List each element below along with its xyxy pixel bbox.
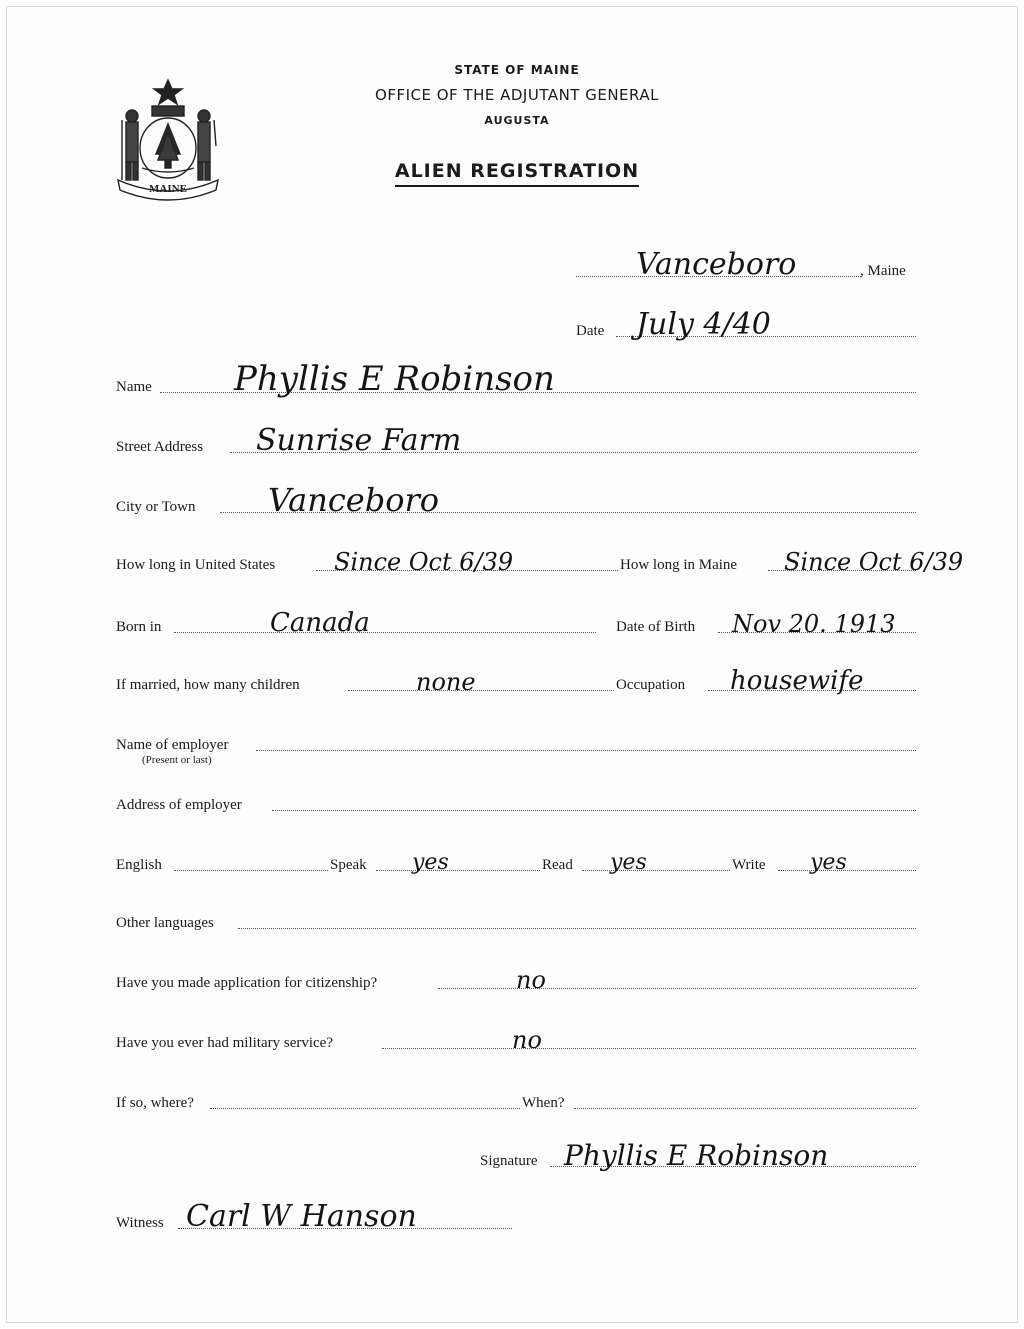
date-label: Date [576, 323, 605, 339]
speak-label: Speak [330, 857, 367, 873]
born-line[interactable] [174, 632, 596, 633]
military-label: Have you ever had military service? [116, 1035, 333, 1051]
employer-row [116, 724, 926, 754]
occupation-label: Occupation [616, 677, 686, 693]
signature-row [116, 1140, 926, 1170]
read-line[interactable] [582, 870, 730, 871]
write-value: yes [810, 850, 847, 875]
employer-line[interactable] [256, 750, 916, 751]
witness-value: Carl W Hanson [186, 1199, 417, 1234]
witness-label: Witness [116, 1215, 164, 1231]
english-row [116, 844, 926, 874]
speak-value: yes [412, 850, 449, 875]
name-row [116, 359, 926, 399]
citizenship-label: Have you made application for citizenship? [116, 975, 378, 991]
us-label: How long in United States [116, 557, 276, 573]
maine-value: Since Oct 6/39 [784, 548, 964, 576]
name-value: Phyllis E Robinson [234, 359, 555, 399]
other-lang-row [116, 902, 926, 932]
when-label: When? [522, 1095, 565, 1111]
place-row [116, 247, 926, 282]
read-value: yes [610, 850, 647, 875]
other-lang-label: Other languages [116, 915, 214, 931]
write-line[interactable] [778, 870, 916, 871]
children-value: none [416, 668, 476, 696]
military-value: no [512, 1026, 542, 1054]
citizenship-value: no [516, 966, 546, 994]
place-suffix: , Maine [860, 263, 906, 279]
street-label: Street Address [116, 439, 204, 455]
family-row [116, 664, 926, 694]
where-label: If so, where? [116, 1095, 194, 1111]
street-row [116, 423, 926, 458]
us-value: Since Oct 6/39 [334, 548, 514, 576]
signature-value: Phyllis E Robinson [564, 1139, 829, 1172]
seal-text: MAINE [149, 183, 187, 195]
date-value: July 4/40 [636, 307, 771, 342]
citizenship-line[interactable] [438, 988, 916, 989]
english-label: English [116, 857, 162, 873]
read-label: Read [542, 857, 573, 873]
occupation-value: housewife [730, 666, 864, 696]
children-label: If married, how many children [116, 677, 300, 693]
header-city: AUGUSTA [484, 114, 550, 127]
write-label: Write [732, 857, 766, 873]
street-value: Sunrise Farm [256, 423, 462, 458]
when-line[interactable] [574, 1108, 916, 1109]
city-label: City or Town [116, 499, 196, 515]
speak-line[interactable] [376, 870, 540, 871]
children-line[interactable] [348, 690, 614, 691]
employer-address-label: Address of employer [116, 797, 242, 813]
other-lang-line[interactable] [238, 928, 916, 929]
name-label: Name [116, 379, 152, 395]
date-row [116, 307, 926, 342]
maine-label: How long in Maine [620, 557, 738, 573]
born-label: Born in [116, 619, 162, 635]
place-value: Vanceboro [636, 247, 797, 282]
residence-row [116, 544, 996, 574]
military-line[interactable] [382, 1048, 916, 1049]
employer-label: Name of employer [116, 737, 229, 753]
where-row [116, 1082, 926, 1112]
english-line [174, 870, 328, 871]
header-office: OFFICE OF THE ADJUTANT GENERAL [375, 86, 659, 104]
city-value: Vanceboro [268, 481, 440, 519]
where-line[interactable] [210, 1108, 520, 1109]
citizenship-row [116, 962, 926, 992]
header-state: STATE OF MAINE [454, 63, 580, 77]
employer-address-row [116, 784, 926, 814]
military-row [116, 1022, 926, 1052]
born-value: Canada [270, 608, 370, 638]
signature-label: Signature [480, 1153, 538, 1169]
birth-row [116, 606, 926, 636]
employer-address-line[interactable] [272, 810, 916, 811]
form-title: ALIEN REGISTRATION [5, 160, 1024, 182]
employer-sub-label: (Present or last) [142, 754, 212, 766]
dob-value: Nov 20. 1913 [732, 610, 896, 638]
city-row [116, 481, 926, 519]
witness-row [116, 1199, 536, 1234]
dob-label: Date of Birth [616, 619, 696, 635]
